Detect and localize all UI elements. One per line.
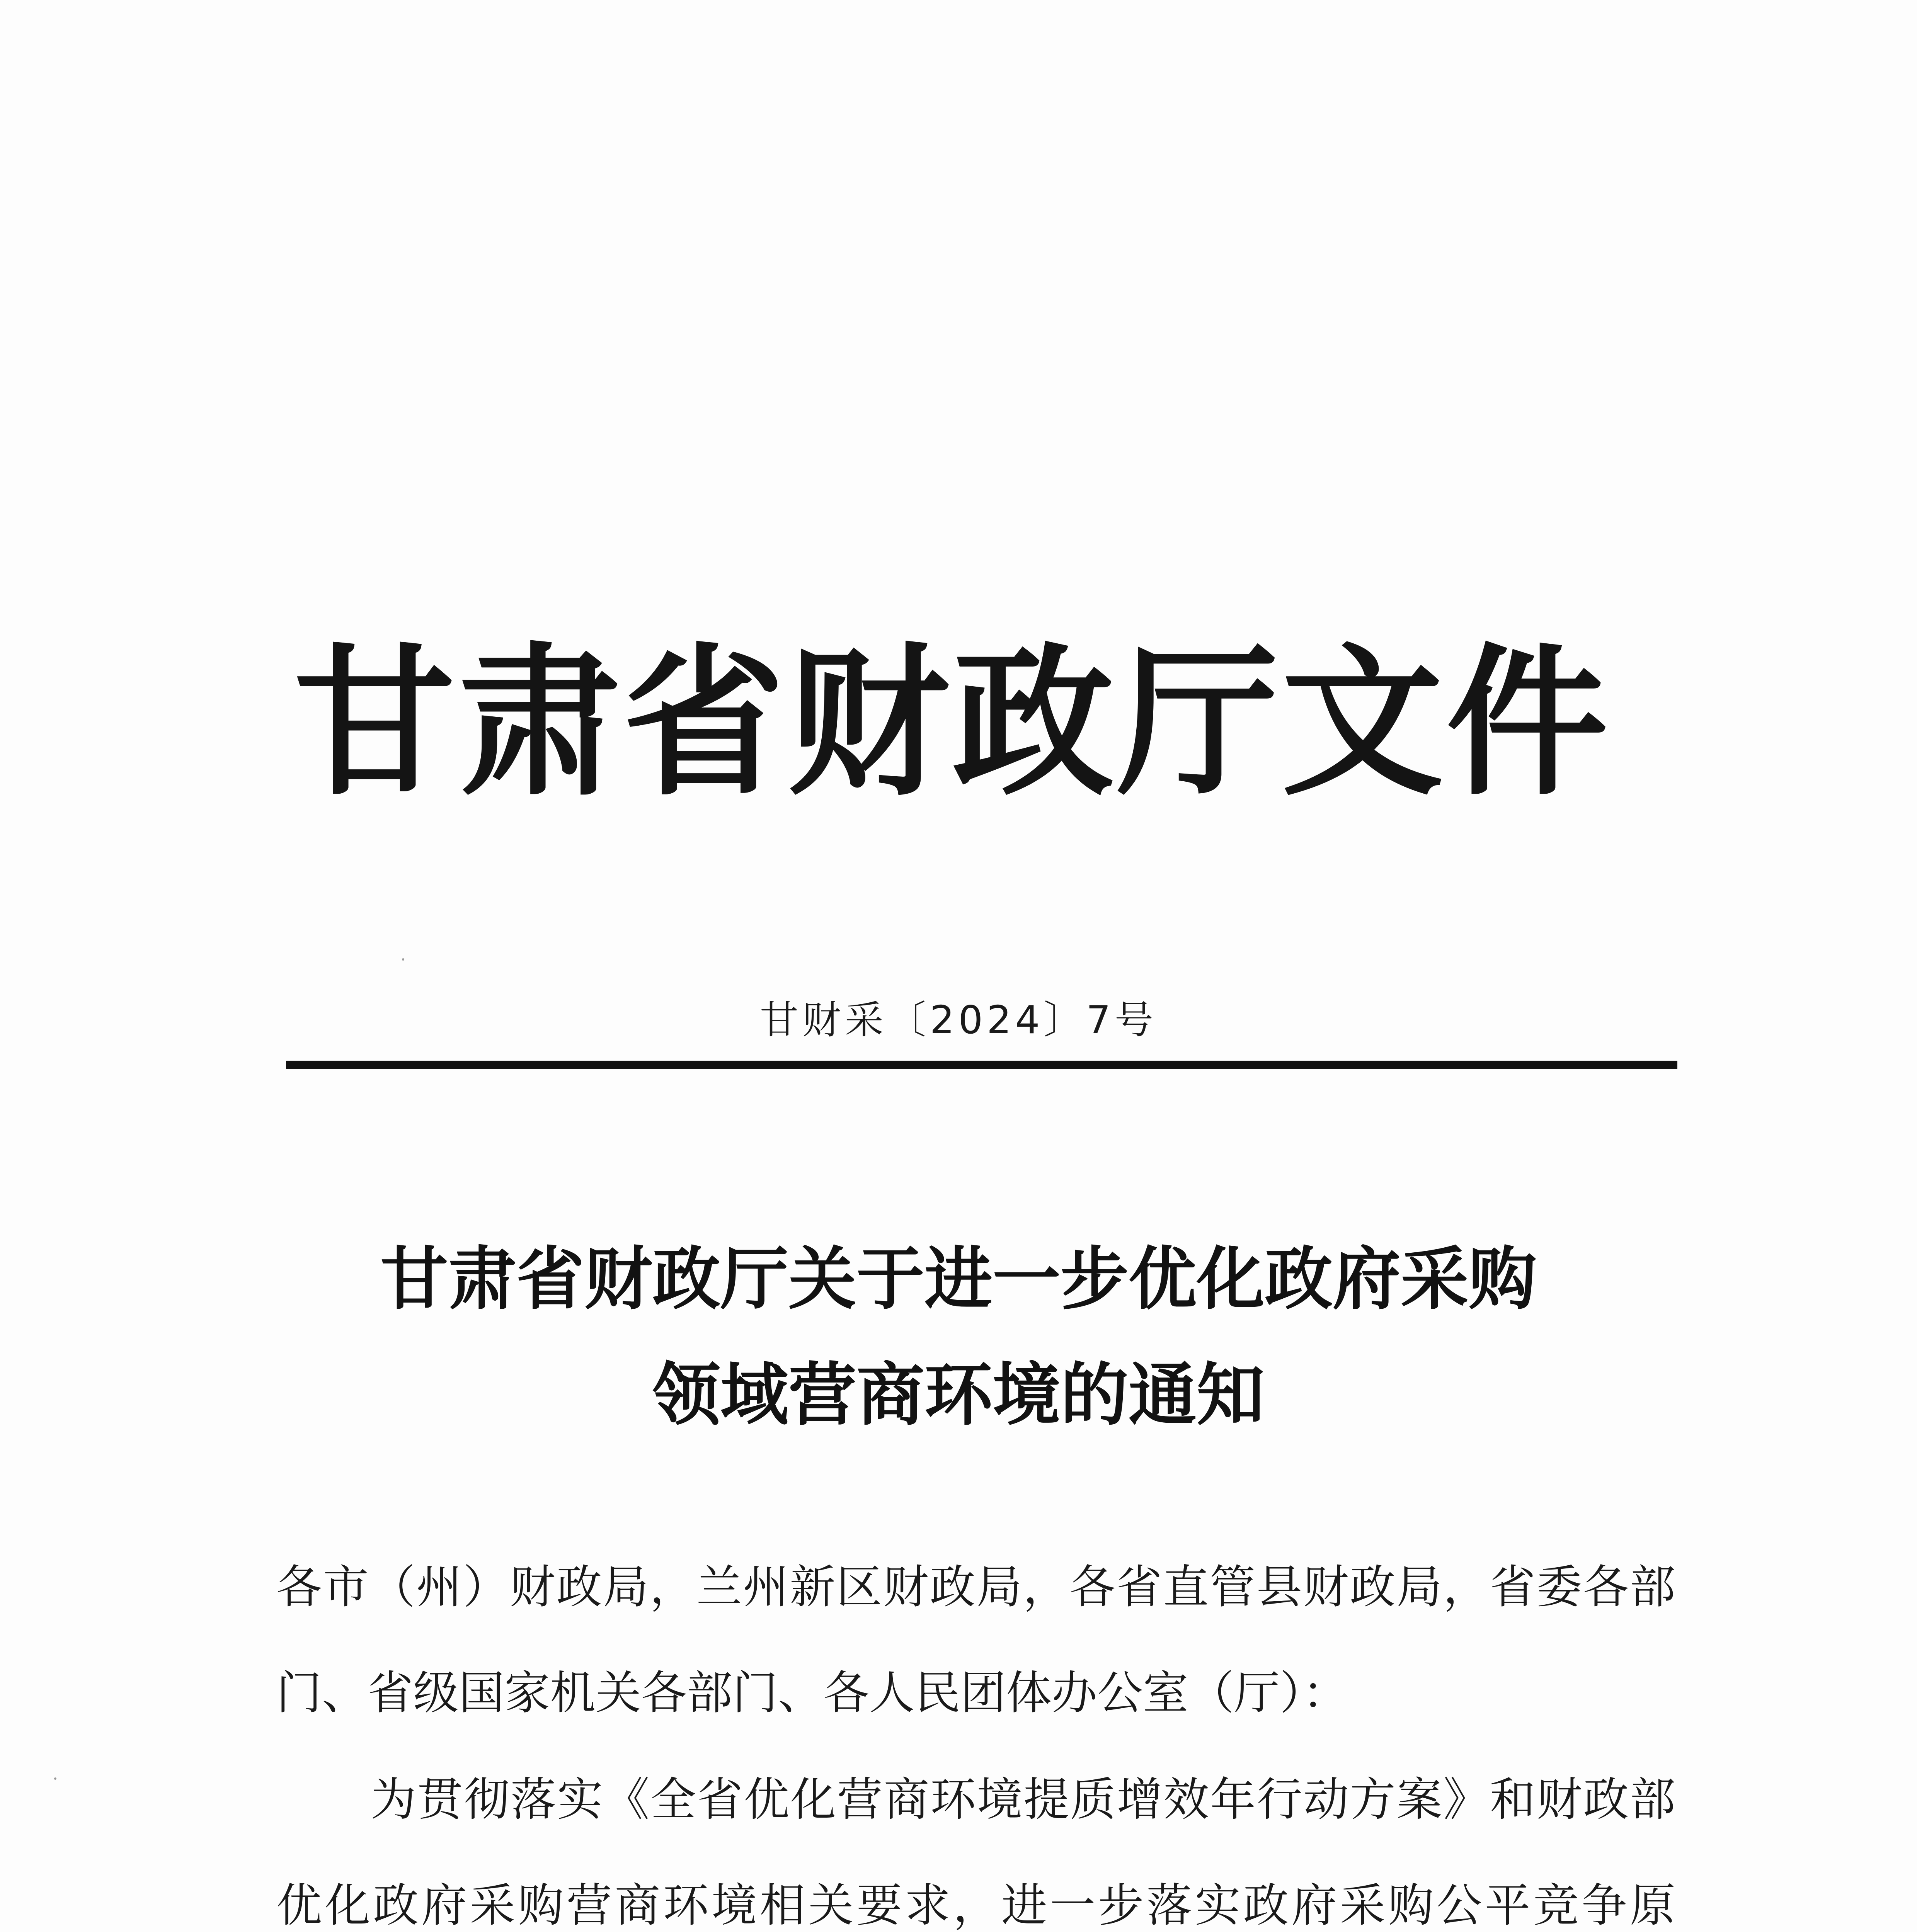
salutation: 各市（州）财政局，兰州新区财政局，各省直管县财政局，省委各部门、省级国家机关各部门、各人民团体办公室（厅）：	[276, 1560, 1675, 1719]
notice-title	[0, 1221, 1917, 1453]
scan-speck	[54, 1777, 56, 1780]
header-divider-line	[286, 1061, 1677, 1069]
scan-speck	[402, 958, 404, 961]
document-number: 甘财采〔2024〕7号	[759, 997, 1158, 1043]
issuer-header-title: 甘肃省财政厅文件	[294, 628, 1611, 817]
body-paragraph: 为贯彻落实《全省优化营商环境提质增效年行动方案》和财政部优化政府采购营商环境相关要求，进一步落实政府采购公平竞争原	[276, 1773, 1675, 1932]
notice-title-line-1: 甘肃省财政厅关于进一步优化政府采购	[380, 1239, 1537, 1319]
notice-title-line-2: 领域营商环境的通知	[652, 1355, 1265, 1435]
